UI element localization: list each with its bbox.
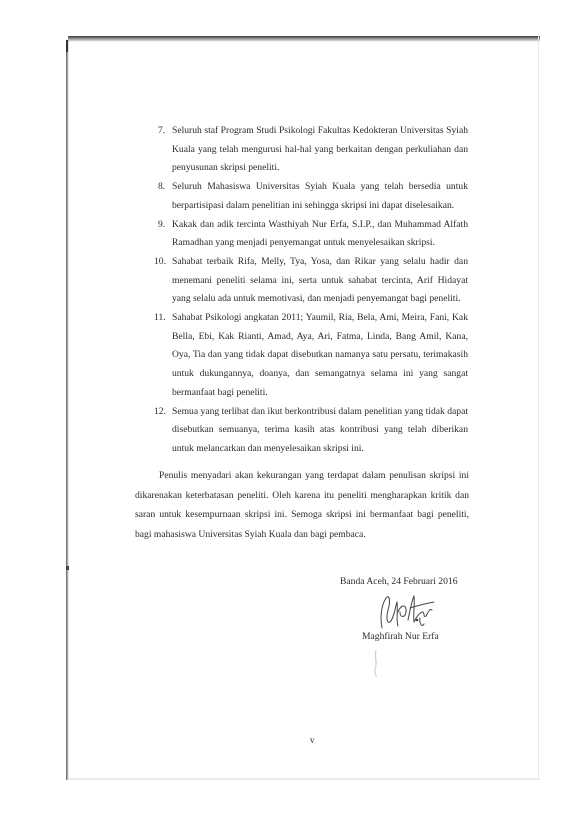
list-item-number: 12. xyxy=(154,405,166,417)
list-item-number: 7. xyxy=(158,125,166,136)
list-item xyxy=(154,253,468,309)
signer-name: Maghfirah Nur Erfa xyxy=(362,631,439,642)
scan-side-mark xyxy=(66,566,69,570)
list-item-number: 9. xyxy=(158,218,166,230)
list-item-text: Seluruh Mahasiswa Universitas Syiah Kuala yang telah bersedia untuk berpartisipasi dalam penelitian ini sehingga skripsi ini dapat diselesaikan. xyxy=(172,181,468,211)
closing-paragraph: Penulis menyadari akan kekurangan yang terdapat dalam penulisan skripsi ini dikarenakan keterbatasan peneliti. Oleh karena itu peneliti mengharapkan kritik dan saran untuk kesempurnaan skripsi ini. Semoga skripsi ini bermanfaat bagi peneliti, bagi mahasiswa Universitas Syiah Kuala dan bagi pembaca. xyxy=(135,470,469,540)
scan-border-right xyxy=(538,36,539,780)
list-item xyxy=(154,403,468,459)
page-number: v xyxy=(310,735,315,745)
scan-border-left xyxy=(66,40,69,780)
place-date: Banda Aceh, 24 Februari 2016 xyxy=(340,576,458,587)
list-item xyxy=(158,178,468,215)
list-item-number: 11. xyxy=(154,312,166,324)
list-item xyxy=(158,122,468,178)
list-item xyxy=(158,216,468,253)
list-item-text: Sahabat Psikologi angkatan 2011; Yaumil, Ria, Bela, Ami, Meira, Fani, Kak Bella, Ebi, Kak Rianti, Amad, Aya, Ari, Fatma, Linda, Bang Amil, Kana, Oya, Tia dan yang tidak dapat disebutkan namanya satu persatu, terimakasih untuk dukungannya, doanya, dan semangatnya selama ini yang sangat bermanfaat bagi peneliti. xyxy=(172,312,468,398)
list-item xyxy=(154,309,468,403)
list-item-text: Kakak dan adik tercinta Wasthiyah Nur Erfa, S.I.P., dan Muhammad Alfath Ramadhan yang menjadi penyemangat untuk menyelesaikan skripsi. xyxy=(172,218,468,249)
handwritten-signature xyxy=(370,590,440,634)
faint-mark xyxy=(370,648,382,678)
list-item-text: Seluruh staf Program Studi Psikologi Fakultas Kedokteran Universitas Syiah Kuala yang telah mengurusi hal-hal yang berkaitan dengan perkuliahan dan penyusunan skripsi peneliti. xyxy=(172,125,468,174)
scan-border-top xyxy=(68,36,540,42)
list-item-text: Semua yang terlibat dan ikut berkontribusi dalam penelitian yang tidak dapat disebutkan semuanya, terima kasih atas kontribusi yang telah diberikan untuk melancarkan dan menyelesaikan skripsi ini. xyxy=(172,405,468,454)
list-item-number: 8. xyxy=(158,181,166,193)
scan-border-bottom xyxy=(68,778,540,780)
list-item-number: 10. xyxy=(154,255,166,267)
list-item-text: Sahabat terbaik Rifa, Melly, Tya, Yosa, dan Rikar yang selalu hadir dan menemani peneliti selama ini, serta untuk sahabat tercinta, Arif Hidayat yang selalu ada untuk memotivasi, dan menjadi penyemangat bagi peneliti. xyxy=(172,255,468,305)
scan-corner-mark xyxy=(66,40,68,52)
acknowledgement-list xyxy=(154,122,468,459)
